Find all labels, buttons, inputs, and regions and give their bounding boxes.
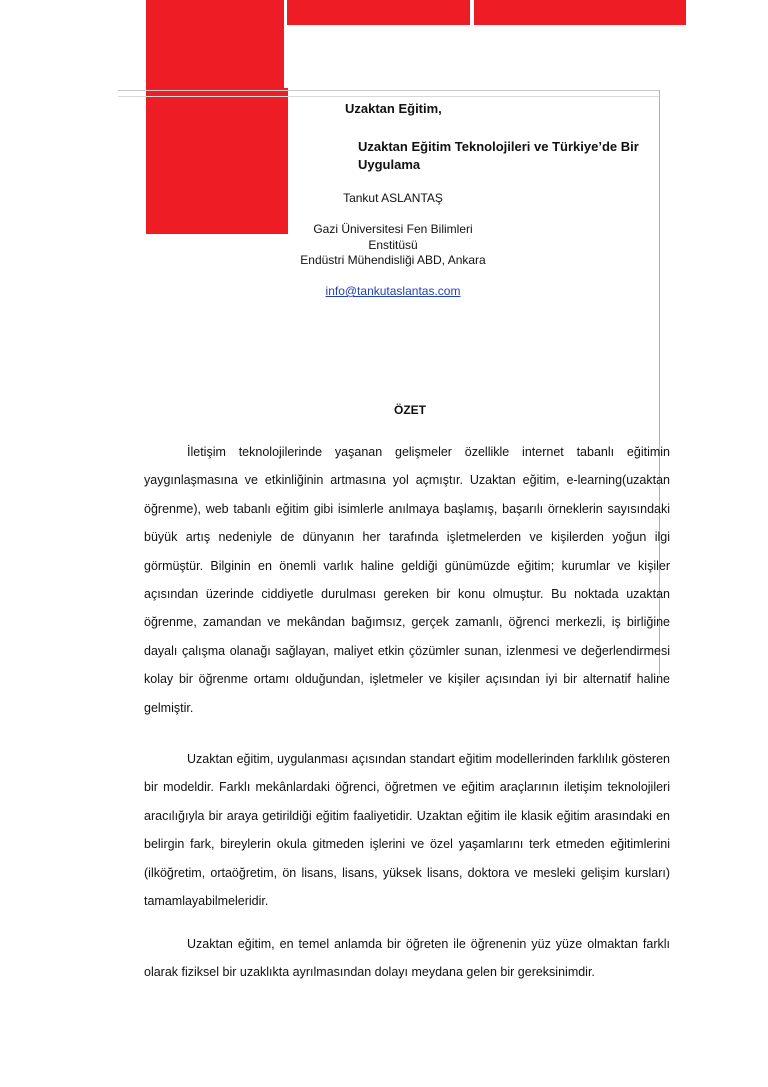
- body-paragraph: Uzaktan eğitim, en temel anlamda bir öğreten ile öğrenenin yüz yüze olmaktan farklı olarak fiziksel bir uzaklıkta ayrılmasından dolayı meydana gelen bir gereksinimdir.: [144, 937, 670, 980]
- title-line-2: Uzaktan Eğitim Teknolojileri ve Türkiye’de Bir Uygulama: [358, 139, 639, 172]
- title-line-1: Uzaktan Eğitim,: [345, 101, 442, 116]
- frame-border-top: [118, 90, 660, 91]
- abstract-paragraph: İletişim teknolojilerinde yaşanan gelişmeler özellikle internet tabanlı eğitimin yaygınlaşmasına ve etkinliğinin artmasına yol açmıştır. Uzaktan eğitim, e-learning(uzaktan öğrenme), web tabanlı eğitim gibi isimlerle anılmaya başlamış, başarılı örneklerin sayısındaki büyük artış nedeniyle de dünyanın her tarafında işletmelerden ve kişilerden yoğun ilgi görmüştür. Bilginin en önemli varlık haline geldiği günümüzde eğitim; kurumlar ve kişiler açısından üzerinde ciddiyetle durulması gereken bir konu olmuştur. Bu noktada uzaktan öğrenme, zamandan ve mekândan bağımsız, gerçek zamanlı, öğrenci merkezli, iş birliğine dayalı çalışma olanağı sağlayan, maliyet etkin çözümler sunan, izlenmesi ve değerlendirmesi kolay bir öğrenme ortamı olduğundan, işletmeler ve kişiler açısından iyi bir alternatif haline gelmiştir.: [144, 445, 670, 715]
- red-decoration-block: [146, 0, 284, 88]
- email-link[interactable]: info@tankutaslantas.com: [325, 284, 461, 298]
- department: Endüstri Mühendisliği ABD, Ankara: [300, 253, 486, 267]
- body-paragraph: Uzaktan eğitim, uygulanması açısından standart eğitim modellerinden farklılık gösteren bir modeldir. Farklı mekânlardaki öğrenci, öğretmen ve eğitim araçlarının iletişim teknolojileri aracılığıyla bir araya getirildiği eğitim faaliyetidir. Uzaktan eğitim ile klasik eğitim arasındaki en belirgin fark, bireylerin okula gitmeden işlerini ve özel yaşamlarını terk etmeden eğitimlerini (ilköğretim, ortaöğretim, ön lisans, lisans, yüksek lisans, doktora ve mesleki gelişim kursları) tamamlayabilmeleridir.: [144, 752, 670, 909]
- red-decoration-block: [146, 88, 288, 234]
- author-name: Tankut ASLANTAŞ: [343, 191, 443, 205]
- institution: Gazi Üniversitesi Fen Bilimleri Enstitüsü: [313, 222, 473, 252]
- abstract-heading: ÖZET: [394, 403, 426, 417]
- frame-border-top-inner: [118, 96, 660, 97]
- red-decoration-bar: [287, 0, 470, 25]
- red-decoration-bar: [474, 0, 686, 25]
